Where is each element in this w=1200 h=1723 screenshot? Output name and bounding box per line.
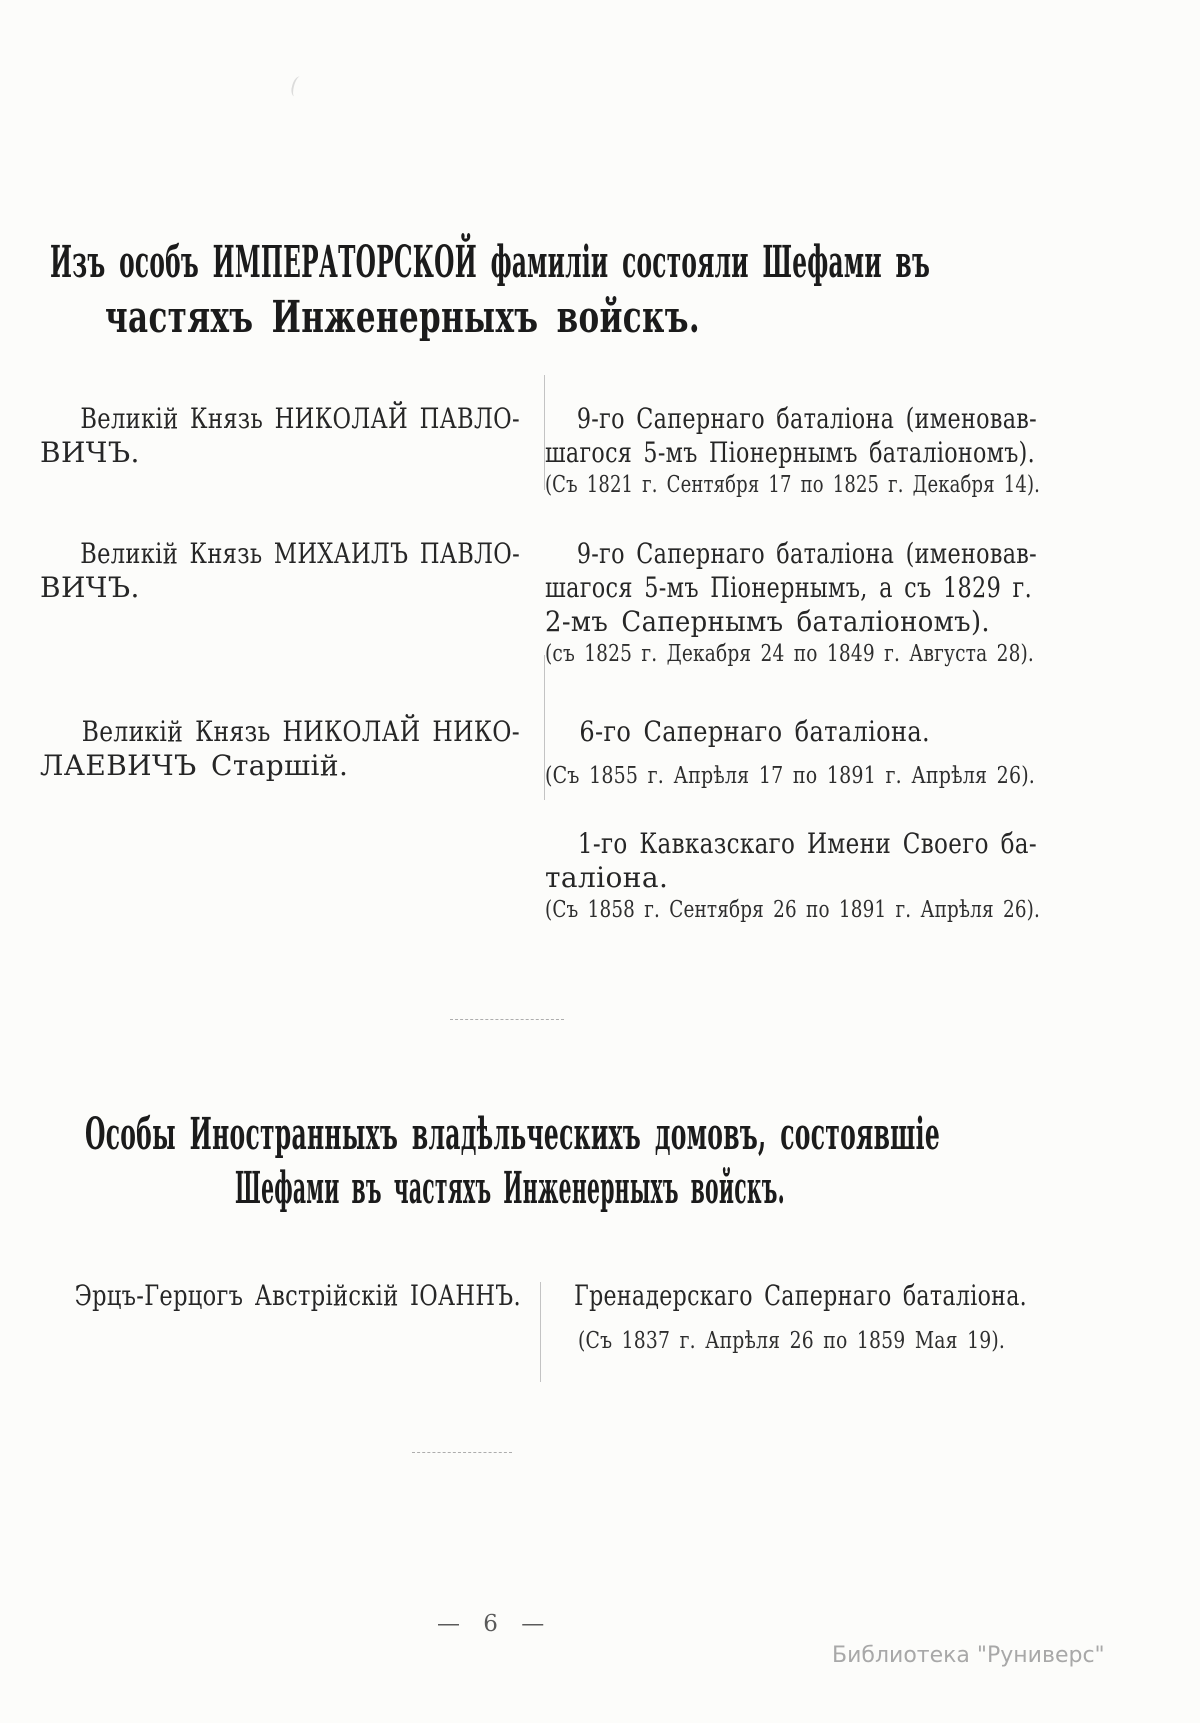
person-name: ЛАЕВИЧЪ Старшій. (40, 749, 349, 782)
heading-text: частяхъ Инженерныхъ войскъ. (105, 292, 701, 343)
unit-name: Гренадерскаго Сапернаго баталіона. (574, 1279, 1028, 1312)
imperial-heading-line1 (50, 237, 1200, 288)
heading-text: Особы Иностранныхъ владѣльческихъ домовъ, состоявшіе (85, 1109, 941, 1160)
service-dates: (Съ 1821 г. Сентября 17 по 1825 г. Декабря 14). (545, 472, 1041, 498)
scan-artifact (290, 75, 306, 98)
unit-column (545, 402, 1040, 500)
unit-name: таліона. (545, 861, 669, 894)
person-name: Великій Князь НИКОЛАЙ НИКО- (81, 715, 520, 748)
unit-block (545, 827, 1040, 925)
unit-name: 6-го Сапернаго баталіона. (579, 715, 931, 748)
person-column (40, 537, 525, 605)
person-column (40, 402, 525, 470)
unit-name: 9-го Сапернаго баталіона (именовав- (576, 537, 1038, 570)
service-dates: (съ 1825 г. Декабря 24 по 1849 г. Августа 28). (545, 641, 1035, 667)
service-dates: (Съ 1837 г. Апрѣля 26 по 1859 Мая 19). (578, 1328, 1006, 1354)
foreign-heading-line1 (85, 1109, 1200, 1160)
service-dates: (Съ 1858 г. Сентября 26 по 1891 г. Апрѣля 26). (545, 897, 1041, 923)
library-watermark: Библиотека "Руниверс" (832, 1643, 1105, 1668)
unit-name: 2-мъ Сапернымъ баталіономъ). (545, 605, 991, 638)
unit-block (545, 537, 1040, 669)
unit-block (545, 402, 1040, 500)
person-name: Великій Князь НИКОЛАЙ ПАВЛО- (80, 402, 520, 435)
section-divider (450, 1019, 564, 1020)
person-column (40, 1279, 525, 1313)
person-name: Великій Князь МИХАИЛЪ ПАВЛО- (80, 537, 521, 570)
heading-text: Шефами въ частяхъ Инженерныхъ войскъ. (235, 1163, 785, 1214)
page-number: — 6 — (437, 1611, 546, 1637)
unit-name: 9-го Сапернаго баталіона (именовав- (576, 402, 1038, 435)
unit-column (545, 715, 1040, 925)
unit-name: шагося 5-мъ Піонернымъ баталіономъ). (545, 436, 1036, 469)
unit-block (545, 715, 1040, 791)
unit-column (545, 1279, 1040, 1356)
unit-column (545, 537, 1040, 669)
heading-text: Изъ особъ ИМПЕРАТОРСКОЙ фамиліи состояли Шефами въ (50, 237, 931, 288)
column-divider (544, 655, 545, 800)
column-divider (540, 1282, 541, 1382)
person-name: ВИЧЪ. (40, 436, 140, 469)
unit-block (545, 1279, 1040, 1356)
service-dates: (Съ 1855 г. Апрѣля 17 по 1891 г. Апрѣля 26). (545, 763, 1036, 789)
column-divider (544, 375, 545, 490)
unit-name: шагося 5-мъ Піонернымъ, а съ 1829 г. (545, 571, 1033, 604)
imperial-heading-line2 (105, 292, 950, 343)
person-name: Эрцъ-Герцогъ Австрійскій ІОАННЪ. (74, 1279, 521, 1312)
person-name: ВИЧЪ. (40, 571, 140, 604)
foreign-heading-line2 (235, 1163, 1200, 1214)
person-column (40, 715, 525, 783)
unit-name: 1-го Кавказскаго Имени Своего ба- (577, 827, 1037, 860)
section-divider (412, 1452, 512, 1453)
